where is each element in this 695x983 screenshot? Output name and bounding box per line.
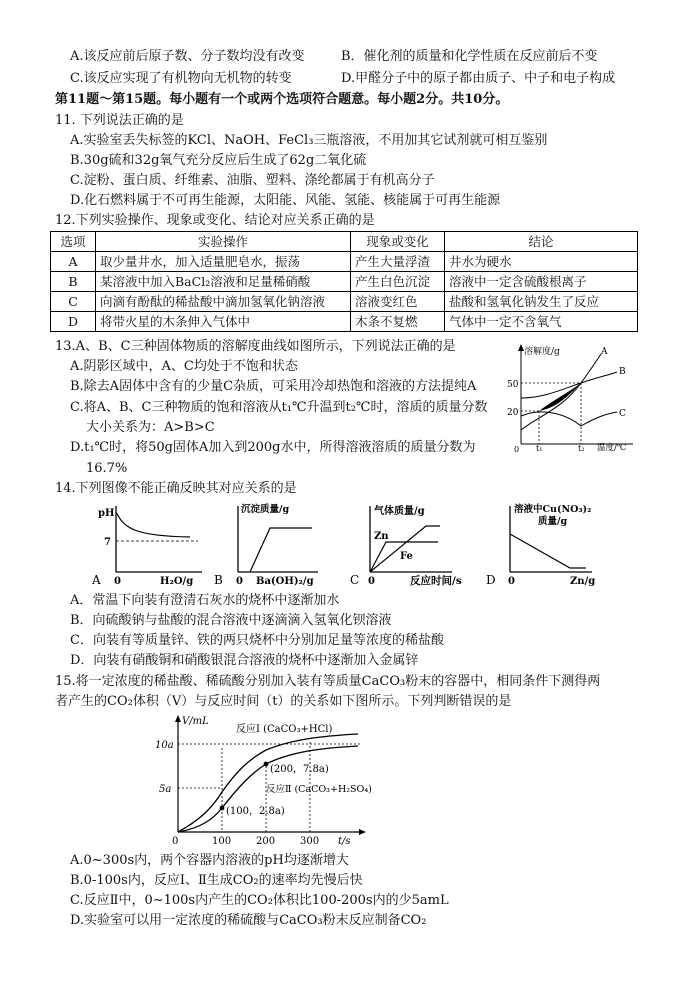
graph-letter: C <box>350 573 360 587</box>
x-axis-label: Zn/g <box>570 576 596 587</box>
y-tick-label: 50 <box>507 380 519 390</box>
curve-c <box>521 412 617 426</box>
y-tick-label: 5a <box>159 784 172 795</box>
q15-option-a: A.0~300s内，两个容器内溶液的pH均逐渐增大 <box>70 853 349 868</box>
q12-stem: 12.下列实验操作、现象或变化、结论对应关系正确的是 <box>55 213 375 228</box>
x-axis-label: Ba(OH)₂/g <box>256 576 314 587</box>
q13-option-a: A.阴影区域中，A、C均处于不饱和状态 <box>70 359 298 374</box>
x-tick-label: 200 <box>256 836 276 846</box>
curve-reaction-1 <box>178 734 358 832</box>
table-cell: 向滴有酚酞的稀盐酸中滴加氢氧化钠溶液 <box>96 292 351 312</box>
q13-stem: 13.A、B、C三种固体物质的溶解度曲线如图所示，下列说法正确的是 <box>55 339 456 354</box>
table-header-cell: 结论 <box>445 232 638 252</box>
table-cell: 溶液中一定含硫酸根离子 <box>445 272 638 292</box>
table-cell: 溶液变红色 <box>351 292 445 312</box>
graph-letter: A <box>92 573 101 587</box>
q12-table <box>50 231 638 332</box>
shaded-region <box>539 383 581 411</box>
q14-option-a: A．常温下向装有澄清石灰水的烧杯中逐渐加水 <box>70 593 340 608</box>
table-cell: A <box>51 252 96 272</box>
q10-option-d: D.甲醛分子中的原子都由质子、中子和电子构成 <box>341 71 616 86</box>
q14-graphs <box>90 498 690 590</box>
x-axis-label: 温度/℃ <box>597 443 627 452</box>
origin-label: 0 <box>114 576 121 587</box>
curve-label-1: 反应Ⅰ (CaCO₃+HCl) <box>236 724 333 735</box>
curve <box>116 512 190 537</box>
table-cell: 某溶液中加入BaCl₂溶液和足量稀硝酸 <box>96 272 351 292</box>
q10-option-c: C.该反应实现了有机物向无机物的转变 <box>70 71 292 86</box>
x-axis-label: H₂O/g <box>160 576 194 587</box>
y-tick-label: 7 <box>104 537 111 548</box>
solubility-graph <box>505 340 645 452</box>
data-point <box>264 762 269 767</box>
q13-option-b: B.除去A固体中含有的少量C杂质，可采用冷却热饱和溶液的方法提纯A <box>70 379 477 394</box>
origin-label: 0 <box>236 576 243 587</box>
q10-option-b: B．催化剂的质量和化学性质在反应前后不变 <box>341 49 598 64</box>
table-cell: 气体中一定不含氧气 <box>445 312 638 332</box>
table-cell: C <box>51 292 96 312</box>
data-point <box>220 806 225 811</box>
curve-label-2: 反应Ⅱ (CaCO₃+H₂SO₄) <box>266 784 372 795</box>
series-label-fe: Fe <box>400 551 413 562</box>
curve-a <box>521 354 601 430</box>
table-cell: 将带火星的木条伸入气体中 <box>96 312 351 332</box>
q15-stem: 15.将一定浓度的稀盐酸、稀硫酸分别加入装有等质量CaCO₃粉末的容器中，相同条件下测得两 <box>55 674 601 689</box>
table-cell: 木条不复燃 <box>351 312 445 332</box>
table-cell: 产生白色沉淀 <box>351 272 445 292</box>
table-header-cell: 实验操作 <box>96 232 351 252</box>
curve <box>250 528 312 572</box>
y-axis-label: 溶液中Cu(NO₃)₂ <box>514 504 592 515</box>
y-axis-label-cont: 质量/g <box>538 516 568 527</box>
q15-option-d: D.实验室可以用一定浓度的稀硫酸与CaCO₃粉末反应制备CO₂ <box>70 913 427 928</box>
x-tick-label: t₁ <box>536 444 543 452</box>
table-header-cell: 选项 <box>51 232 96 252</box>
x-tick-label: 300 <box>300 836 320 846</box>
series-label-zn: Zn <box>374 531 389 542</box>
q15-option-c: C.反应Ⅱ中，0~100s内产生的CO₂体积比100-200s内的少5amL <box>70 893 449 908</box>
q13-option-d: D.t₁℃时，将50g固体A加入到200g水中，所得溶液溶质的质量分数为 <box>70 440 476 455</box>
table-row <box>51 252 638 272</box>
y-axis-label: 溶解度/g <box>524 347 560 357</box>
q10-option-a: A.该反应前后原子数、分子数均没有改变 <box>70 49 305 64</box>
table-cell: 取少量井水，加入适量肥皂水，振荡 <box>96 252 351 272</box>
origin-label: 0 <box>514 445 520 452</box>
y-axis-label: V/mL <box>182 716 209 727</box>
graph-b <box>214 503 318 587</box>
co2-volume-graph <box>150 712 380 846</box>
q15-option-b: B.0-100s内，反应Ⅰ、Ⅱ生成CO₂的速率均先慢后快 <box>70 873 363 888</box>
table-row <box>51 292 638 312</box>
table-header-cell: 现象或变化 <box>351 232 445 252</box>
origin-label: 0 <box>508 576 515 587</box>
curve <box>510 534 586 568</box>
curve-label-a: A <box>601 347 608 357</box>
table-row <box>51 272 638 292</box>
table-cell: B <box>51 272 96 292</box>
curve-label-b: B <box>619 367 626 377</box>
q14-stem: 14.下列图像不能正确反映其对应关系的是 <box>55 481 297 496</box>
table-cell: 盐酸和氢氧化钠发生了反应 <box>445 292 638 312</box>
x-axis-label: t/s <box>338 836 351 846</box>
x-tick-label: t₂ <box>578 444 585 452</box>
q13-option-d-cont: 16.7% <box>86 461 128 476</box>
q11-stem: 11. 下列说法正确的是 <box>55 113 184 128</box>
q11-option-c: C.淀粉、蛋白质、纤维素、油脂、塑料、涤纶都属于有机高分子 <box>70 173 435 188</box>
y-axis-label: 沉淀质量/g <box>241 504 290 515</box>
q11-option-d: D.化石燃料属于不可再生能源，太阳能、风能、氢能、核能属于可再生能源 <box>70 193 501 208</box>
table-cell: 井水为硬水 <box>445 252 638 272</box>
origin-label: 0 <box>172 836 179 846</box>
x-tick-label: 100 <box>212 836 232 846</box>
point-label-1: (200，7.8a) <box>270 764 329 775</box>
origin-label: 0 <box>368 576 375 587</box>
q15-stem-cont: 者产生的CO₂体积（V）与反应时间（t）的关系如下图所示。下列判断错误的是 <box>55 694 512 709</box>
q14-option-b: B．向硫酸钠与盐酸的混合溶液中逐滴滴入氢氧化钡溶液 <box>70 613 392 628</box>
table-header-row <box>51 232 638 252</box>
point-label-2: (100，2.8a) <box>226 806 285 817</box>
q11-option-a: A.实验室丢失标签的KCl、NaOH、FeCl₃三瓶溶液，不用加其它试剂就可相互鉴别 <box>70 133 548 148</box>
curve-label-c: C <box>619 409 626 419</box>
graph-d <box>486 503 595 587</box>
q13-option-c-cont: 大小关系为：A>B>C <box>86 420 215 435</box>
x-axis-label: 反应时间/s <box>410 575 462 587</box>
section-header: 第11题～第15题。每小题有一个或两个选项符合题意。每小题2分。共10分。 <box>55 92 509 107</box>
table-cell: 产生大量浮渣 <box>351 252 445 272</box>
y-axis-label: 气体质量/g <box>374 506 425 517</box>
graph-c <box>350 504 462 587</box>
table-cell: D <box>51 312 96 332</box>
y-tick-label: 20 <box>507 408 519 418</box>
table-row <box>51 312 638 332</box>
graph-a <box>91 506 202 587</box>
q11-option-b: B.30g硫和32g氧气充分反应后生成了62g二氧化硫 <box>70 153 367 168</box>
q14-option-d: D．向装有硝酸铜和硝酸银混合溶液的烧杯中逐渐加入金属锌 <box>70 653 419 668</box>
y-axis-label: pH <box>98 508 115 519</box>
q14-option-c: C．向装有等质量锌、铁的两只烧杯中分别加足量等浓度的稀盐酸 <box>70 633 444 648</box>
q13-option-c: C.将A、B、C三种物质的饱和溶液从t₁℃升温到t₂℃时，溶质的质量分数 <box>70 400 488 415</box>
y-tick-label: 10a <box>155 740 174 751</box>
graph-letter: D <box>486 573 496 587</box>
graph-letter: B <box>214 573 223 587</box>
